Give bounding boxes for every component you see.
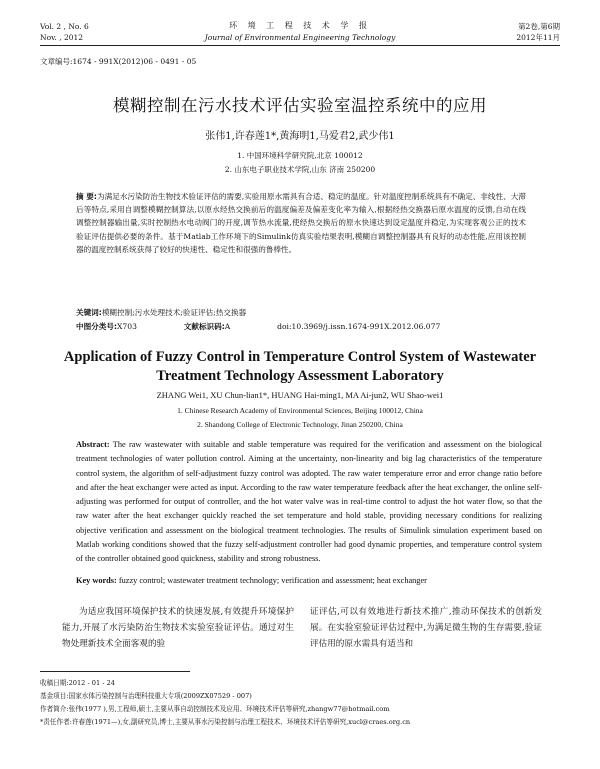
clc-value: X703 bbox=[117, 322, 137, 331]
body-column-left: 为适应我国环境保护技术的快速发展,有效提升环境保护能力,开展了水污染防治生物技术实验室验证评估。通过对生物处理新技术全面客观的验 bbox=[62, 607, 294, 649]
affiliation-cn-1: 1. 中国环境科学研究院,北京 100012 bbox=[237, 151, 363, 160]
doi-label: doi: bbox=[277, 322, 292, 331]
header-date-en: Nov. , 2012 bbox=[40, 33, 84, 42]
doc-code-label: 文献标识码: bbox=[183, 322, 225, 331]
authors-cn: 张伟1,许春莲1*,黄海明1,马爱君2,武少伟1 bbox=[205, 131, 395, 142]
classification-line bbox=[76, 321, 526, 332]
affiliation-en-1: 1. Chinese Research Academy of Environmental Sciences, Beijing 100012, China bbox=[177, 406, 423, 415]
abstract-en-text: The raw wastewater with suitable and stable temperature was required for the verification and assessment on the biological treatment technologies of water pollution control. Aiming at the uncertainty, non-linearity and big lag characteristics of the temperature control system, the algorithm of self-adjustment fuzzy control was adopted. The raw water temperature error and error change ratio before and after the heat exchanger were acted as input. According to the raw water temperature feedback after the heat exchanger, the online self-adjusting was performed for output of controller, and the hot water valve was in real-time control to adjust the hot water flow, so that the raw water after the heat exchanger quickly reached the set temperature and hold stable, providing necessary conditions for realizing objective verification and assessment on the biological treatment technologies. The results of Simulink simulation experiment based on Matlab working conditions showed that the fuzzy self-adjustment controller had good dynamic properties, and temperature control system of the controller obtained good quickness, stability and strong robustness. bbox=[76, 440, 542, 564]
abstract-en-label: Abstract: bbox=[76, 440, 110, 449]
keywords-cn bbox=[76, 307, 526, 318]
footnote-rule bbox=[40, 671, 190, 672]
footnote-received: 收稿日期:2012 - 01 - 24 bbox=[40, 679, 115, 687]
doi-value: 10.3969/j.issn.1674-991X.2012.06.077 bbox=[291, 322, 441, 331]
paper-title-cn: 模糊控制在污水技术评估实验室温控系统中的应用 bbox=[113, 96, 487, 115]
abstract-cn bbox=[76, 190, 526, 256]
authors-en: ZHANG Wei1, XU Chun-lian1*, HUANG Hai-ming1, MA Ai-jun2, WU Shao-wei1 bbox=[156, 390, 444, 400]
keywords-en-label: Key words: bbox=[76, 576, 117, 585]
keywords-cn-text: 模糊控制;污水处理技术;验证评估;热交换器 bbox=[101, 308, 247, 317]
abstract-en bbox=[76, 438, 542, 567]
keywords-cn-label: 关键词: bbox=[76, 308, 102, 317]
paper-title-en bbox=[40, 348, 560, 386]
abstract-cn-label: 摘 要: bbox=[76, 192, 97, 201]
affiliation-cn-2: 2. 山东电子职业技术学院,山东 济南 250200 bbox=[224, 165, 376, 174]
journal-name-en: Journal of Environmental Engineering Technology bbox=[204, 33, 396, 42]
header-date-cn: 2012年11月 bbox=[516, 33, 560, 42]
footnote-author: 作者简介:张伟(1977 ),男,工程师,硕士,主要从事自动控制技术及应用、环境技术评估等研究,zhangw77@hotmail.com bbox=[40, 705, 390, 713]
header-volume: Vol. 2 , No. 6 bbox=[40, 22, 89, 31]
journal-name-cn: 环 境 工 程 技 术 学 报 bbox=[229, 21, 371, 30]
footnote-corresponding: *责任作者:许春莲(1971—),女,副研究员,博士,主要从事水污染控制与治理工程技术、环境技术评估等研究,xucl@craes.org.cn bbox=[40, 718, 411, 726]
keywords-en bbox=[76, 576, 542, 585]
paper-title-en-line2: Treatment Technology Assessment Laboratory bbox=[156, 368, 444, 384]
abstract-cn-text: 为满足水污染防治生物技术验证评估的需要,实验用原水需具有合适、稳定的温度。针对温度控制系统具有不确定、非线性、大滞后等特点,采用自调整模糊控制算法,以原水经热交换前后的温度偏差及偏差变化率为输入,根据经热交换器后原水温度的反馈,自动在线调整控制器输出量,实时控制热水电动阀门的开度,调节热水流量,使经热交换后的原水快速达到设定温度并稳定,为实现客观公正的技术验证评估提供必要的条件。基于Matlab工作环境下的Simulink仿真实验结果表明,模糊自调整控制器具有良好的动态性能,应用该控制器的温度控制系统获得了较好的快速性、稳定性和很强的鲁棒性。 bbox=[76, 192, 526, 254]
footnote-fund: 基金项目:国家水体污染控制与治理科技重大专项(2009ZX07529 - 007) bbox=[40, 692, 252, 700]
article-id: 文章编号:1674 - 991X(2012)06 - 0491 - 05 bbox=[40, 57, 197, 66]
header-rule bbox=[40, 45, 560, 46]
clc-label: 中图分类号: bbox=[76, 322, 118, 331]
affiliation-en-2: 2. Shandong College of Electronic Technology, Jinan 250200, China bbox=[197, 420, 403, 429]
body-column-right: 证评估,可以有效地进行新技术推广,推动环保技术的创新发展。在实验室验证评估过程中,为满足微生物的生存需要,验证评估用的原水需具有适当和 bbox=[310, 607, 542, 649]
header-issue-cn: 第2卷,第6期 bbox=[518, 22, 560, 31]
doc-code-value: A bbox=[224, 322, 231, 331]
keywords-en-text: fuzzy control; wastewater treatment technology; verification and assessment; heat exchanger bbox=[118, 576, 427, 585]
paper-title-en-line1: Application of Fuzzy Control in Temperature Control System of Wastewater bbox=[63, 349, 537, 365]
